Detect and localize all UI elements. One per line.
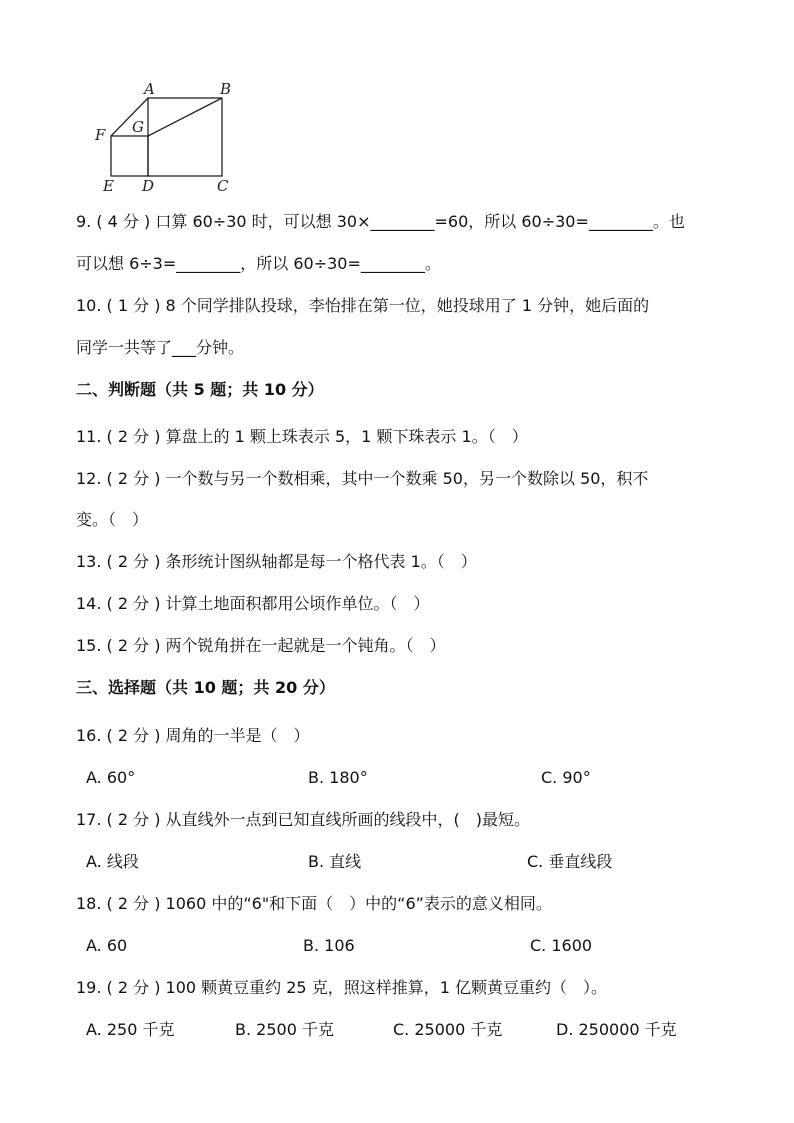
question-19-option-b[interactable]: B. 2500 千克 bbox=[235, 1020, 334, 1039]
question-19-option-a[interactable]: A. 250 千克 bbox=[86, 1020, 175, 1039]
question-18-option-c[interactable]: C. 1600 bbox=[530, 936, 593, 955]
label-a: A bbox=[144, 80, 155, 98]
question-14: 14. ( 2 分 ) 计算土地面积都用公顷作单位。（ ） bbox=[76, 594, 430, 613]
geometry-figure bbox=[86, 78, 256, 198]
question-15: 15. ( 2 分 ) 两个锐角拼在一起就是一个钝角。（ ） bbox=[76, 636, 446, 655]
question-17-option-b[interactable]: B. 直线 bbox=[308, 852, 362, 871]
question-16: 16. ( 2 分 ) 周角的一半是（ ） bbox=[76, 726, 310, 745]
question-18: 18. ( 2 分 ) 1060 中的“6"和下面（ ）中的“6”表示的意义相同。 bbox=[76, 894, 552, 913]
label-d: D bbox=[142, 177, 155, 195]
question-19: 19. ( 2 分 ) 100 颗黄豆重约 25 克，照这样推算，1 亿颗黄豆重约（ ）。 bbox=[76, 978, 607, 997]
question-16-option-b[interactable]: B. 180° bbox=[308, 768, 368, 787]
rectangle-abcd bbox=[148, 98, 222, 176]
question-16-option-a[interactable]: A. 60° bbox=[86, 768, 136, 787]
question-10-line-2: 同学一共等了___分钟。 bbox=[76, 338, 245, 357]
question-12-line-2: 变。（ ） bbox=[76, 510, 149, 529]
question-9-line-1: 9. ( 4 分 ) 口算 60÷30 时，可以想 30×________=60，所以 60÷30=________。也 bbox=[76, 212, 685, 231]
question-18-option-b[interactable]: B. 106 bbox=[303, 936, 355, 955]
question-17-option-a[interactable]: A. 线段 bbox=[86, 852, 139, 871]
question-19-option-d[interactable]: D. 250000 千克 bbox=[556, 1020, 677, 1039]
label-c: C bbox=[217, 177, 229, 195]
question-9-line-2: 可以想 6÷3=________，所以 60÷30=________。 bbox=[76, 254, 441, 273]
question-11: 11. ( 2 分 ) 算盘上的 1 颗上珠表示 5，1 颗下珠表示 1。（ ） bbox=[76, 427, 528, 446]
question-10-line-1: 10. ( 1 分 ) 8 个同学排队投球，李怡排在第一位，她投球用了 1 分钟，她后面的 bbox=[76, 296, 650, 315]
segment-gb bbox=[148, 98, 222, 136]
question-13: 13. ( 2 分 ) 条形统计图纵轴都是每一个格代表 1。（ ） bbox=[76, 552, 477, 571]
question-19-option-c[interactable]: C. 25000 千克 bbox=[393, 1020, 503, 1039]
label-g: G bbox=[132, 118, 144, 136]
question-17-option-c[interactable]: C. 垂直线段 bbox=[527, 852, 613, 871]
section-heading-judgement: 二、判断题（共 5 题；共 10 分） bbox=[76, 380, 324, 399]
question-17: 17. ( 2 分 ) 从直线外一点到已知直线所画的线段中，( )最短。 bbox=[76, 810, 531, 829]
label-f: F bbox=[95, 126, 106, 144]
label-e: E bbox=[103, 177, 114, 195]
section-heading-choice: 三、选择题（共 10 题；共 20 分） bbox=[76, 678, 335, 697]
question-12-line-1: 12. ( 2 分 ) 一个数与另一个数相乘，其中一个数乘 50，另一个数除以 50，积不 bbox=[76, 469, 649, 488]
question-16-option-c[interactable]: C. 90° bbox=[541, 768, 591, 787]
square-efgd bbox=[111, 136, 148, 176]
question-18-option-a[interactable]: A. 60 bbox=[86, 936, 128, 955]
label-b: B bbox=[220, 80, 232, 98]
